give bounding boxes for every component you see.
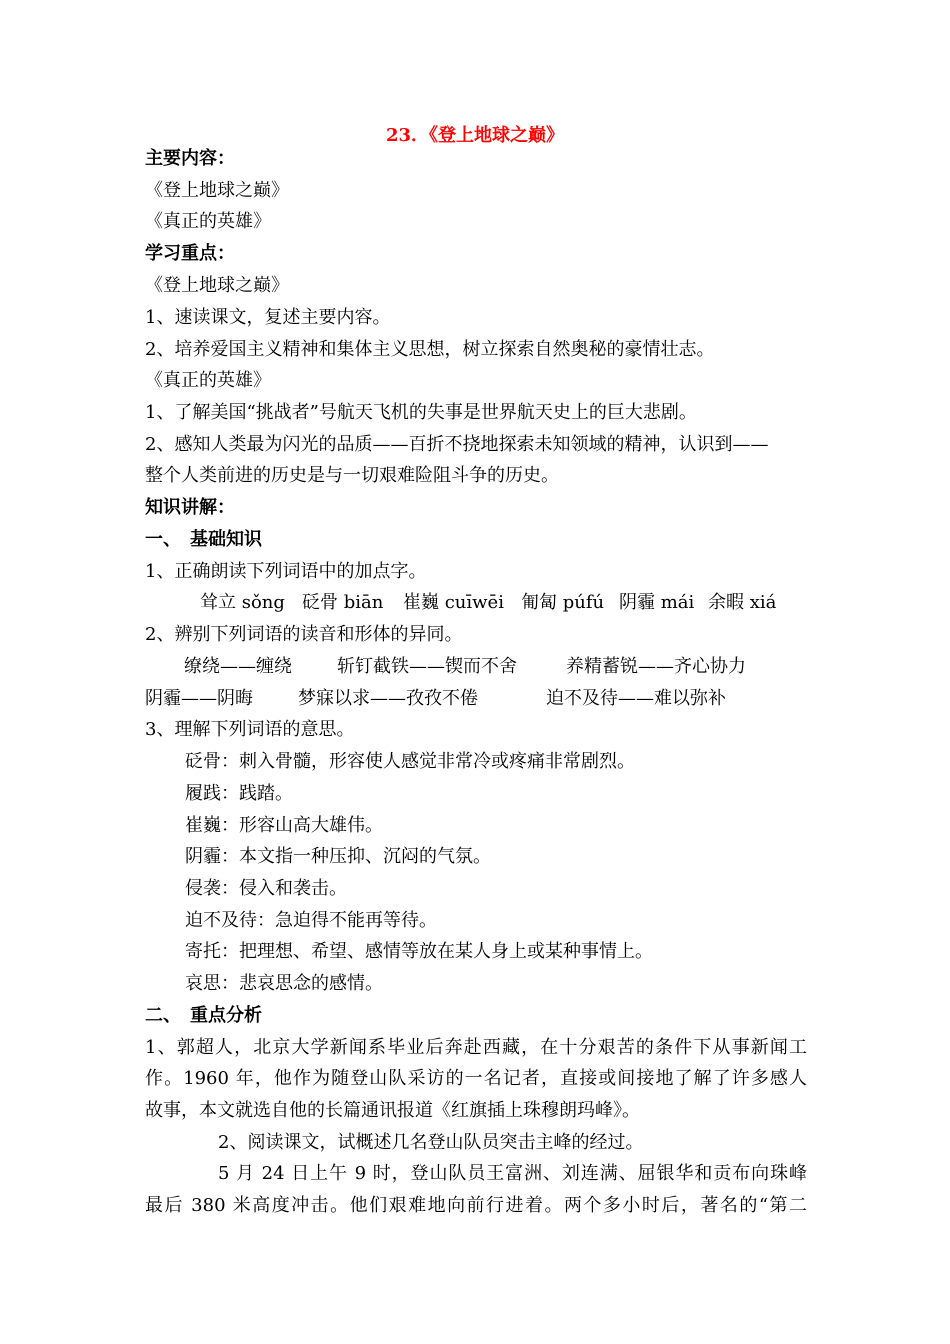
key-points-lesson-title: 《登上地球之巅》: [145, 275, 289, 296]
section-heading-basics: 一、 基础知识: [145, 529, 262, 550]
analysis-paragraph-line: 最后 380 米高度冲击。他们艰难地向前行进着。两个多小时后，著名的“第二: [145, 1195, 807, 1216]
definition: 履践：践踏。: [185, 783, 293, 804]
key-point-item: 2、培养爱国主义精神和集体主义思想，树立探索自然奥秘的豪情壮志。: [145, 339, 715, 360]
analysis-paragraph-line: 5 月 24 日上午 9 时，登山队员王富洲、刘连满、屈银华和贡布向珠峰: [218, 1163, 807, 1184]
definition: 崔巍：形容山高大雄伟。: [185, 815, 383, 836]
word-pair: 阴霾——阴晦: [145, 688, 253, 709]
document-title: 23．《登上地球之巅》: [385, 125, 565, 146]
word-pair: 缭绕——缠绕: [184, 656, 292, 677]
pinyin-word: 余暇 xiá: [708, 592, 777, 613]
key-point-item-continued: 整个人类前进的历史是与一切艰难险阻斗争的历史。: [145, 465, 559, 486]
word-pair: 迫不及待——难以弥补: [546, 688, 726, 709]
definition: 侵袭：侵入和袭击。: [185, 878, 347, 899]
analysis-item: 2、阅读课文，试概述几名登山队员突击主峰的经过。: [218, 1132, 644, 1153]
pinyin-word: 阴霾 mái: [619, 592, 695, 613]
basics-item: 1、正确朗读下列词语中的加点字。: [145, 561, 427, 582]
main-content-item: 《登上地球之巅》: [145, 180, 289, 201]
definition: 砭骨：刺入骨髓，形容使人感觉非常冷或疼痛非常剧烈。: [185, 751, 635, 772]
pinyin-word: 砭骨 biān: [302, 592, 384, 613]
basics-item: 2、辨别下列词语的读音和形体的异同。: [145, 624, 463, 645]
main-content-heading: 主要内容：: [145, 148, 235, 169]
definition: 阴霾：本文指一种压抑、沉闷的气氛。: [185, 846, 491, 867]
key-points-lesson-title: 《真正的英雄》: [145, 370, 271, 391]
key-point-item: 1、了解美国“挑战者”号航天飞机的失事是世界航天史上的巨大悲剧。: [145, 402, 697, 423]
word-pair: 梦寐以求——孜孜不倦: [298, 688, 478, 709]
analysis-paragraph-line: 1、郭超人，北京大学新闻系毕业后奔赴西藏，在十分艰苦的条件下从事新闻工: [145, 1037, 807, 1058]
section-heading-analysis: 二、 重点分析: [145, 1005, 262, 1026]
word-pair: 养精蓄锐——齐心协力: [566, 656, 746, 677]
definition: 哀思：悲哀思念的感情。: [185, 973, 383, 994]
pinyin-word: 耸立 sǒng: [200, 592, 285, 613]
analysis-paragraph-line: 作。1960 年，他作为随登山队采访的一名记者，直接或间接地了解了许多感人: [145, 1068, 807, 1089]
pinyin-word: 崔巍 cuīwēi: [403, 592, 504, 613]
basics-item: 3、理解下列词语的意思。: [145, 719, 355, 740]
analysis-paragraph-line: 故事，本文就选自他的长篇通讯报道《红旗插上珠穆朗玛峰》。: [145, 1100, 640, 1121]
key-points-heading: 学习重点：: [145, 243, 235, 264]
knowledge-heading: 知识讲解：: [145, 497, 235, 518]
pinyin-word: 匍匐 púfú: [521, 592, 605, 613]
definition: 迫不及待：急迫得不能再等待。: [185, 910, 437, 931]
word-pair: 斩钉截铁——锲而不舍: [337, 656, 517, 677]
key-point-item: 1、速读课文，复述主要内容。: [145, 307, 391, 328]
definition: 寄托：把理想、希望、感情等放在某人身上或某种事情上。: [185, 941, 653, 962]
main-content-item: 《真正的英雄》: [145, 211, 271, 232]
key-point-item: 2、感知人类最为闪光的品质——百折不挠地探索未知领域的精神，认识到——: [145, 434, 769, 455]
